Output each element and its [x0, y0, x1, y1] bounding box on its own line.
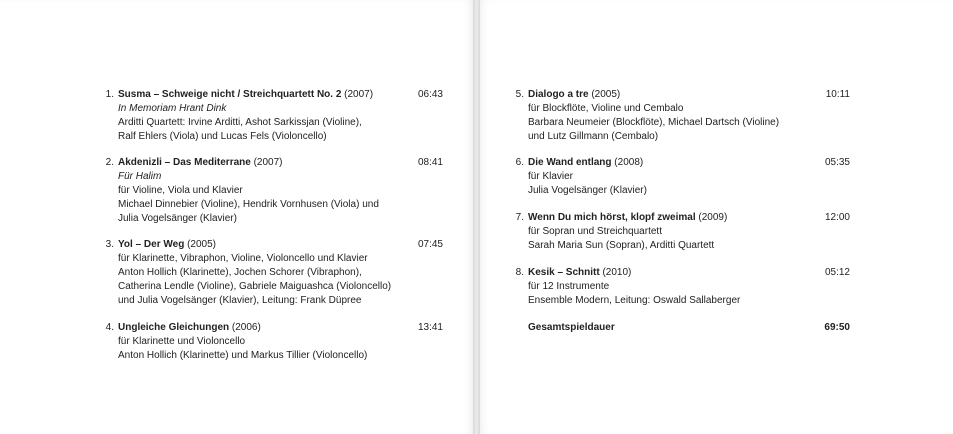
track-title: Akdenizli – Das Mediterrane	[118, 157, 251, 168]
track-title-line	[118, 238, 418, 252]
track-year: (2010)	[599, 267, 632, 278]
track-title-line	[528, 88, 828, 102]
track-body	[528, 156, 828, 198]
track-title-line	[118, 88, 418, 102]
track-duration: 06:43	[417, 89, 443, 100]
track-number: 3.	[105, 239, 114, 250]
track-detail: für Klavier	[528, 171, 574, 182]
track-number: 8.	[515, 267, 524, 278]
track-number: 5.	[515, 89, 524, 100]
track-body	[118, 88, 418, 144]
track-body	[118, 238, 418, 308]
track-duration: 07:45	[417, 239, 443, 250]
track-body	[528, 211, 828, 253]
track-title: Kesik – Schnitt	[528, 267, 600, 278]
track-year: (2005)	[588, 89, 621, 100]
track-detail: für Sopran und Streichquartett	[528, 226, 662, 237]
right-page	[480, 0, 953, 434]
track-year: (2008)	[611, 157, 644, 168]
track-number: 7.	[515, 212, 524, 223]
track-detail: Catherina Lendle (Violine), Gabriele Maiguashca (Violoncello)	[118, 281, 392, 292]
track-title-line	[528, 211, 828, 225]
track-number: 4.	[105, 322, 114, 333]
track-year: (2005)	[184, 239, 217, 250]
track-title: Yol – Der Weg	[118, 239, 185, 250]
track-title: Dialogo a tre	[528, 89, 589, 100]
total-label: Gesamtspieldauer	[528, 322, 615, 333]
track-number: 6.	[515, 157, 524, 168]
track-number: 1.	[105, 89, 114, 100]
track-body	[528, 88, 828, 144]
track-title-line	[528, 156, 828, 170]
track-title: Susma – Schweige nicht / Streichquartett No. 2	[118, 89, 342, 100]
track-dedication: In Memoriam Hrant Dink	[118, 103, 227, 114]
track-detail: Barbara Neumeier (Blockflöte), Michael Dartsch (Violine)	[528, 117, 780, 128]
track-title: Wenn Du mich hörst, klopf zweimal	[528, 212, 696, 223]
track-detail: Julia Vogelsänger (Klavier)	[118, 213, 237, 224]
track-duration: 08:41	[417, 157, 443, 168]
track-detail: Sarah Maria Sun (Sopran), Arditti Quartett	[528, 240, 715, 251]
track-title: Die Wand entlang	[528, 157, 612, 168]
track-detail: für Klarinette, Vibraphon, Violine, Violoncello und Klavier	[118, 253, 368, 264]
track-duration: 05:35	[824, 157, 850, 168]
track-body	[118, 156, 418, 226]
track-detail: und Julia Vogelsänger (Klavier), Leitung: Frank Düpree	[118, 295, 362, 306]
track-title: Ungleiche Gleichungen	[118, 322, 230, 333]
track-title-line	[528, 266, 828, 280]
track-duration: 05:12	[824, 267, 850, 278]
track-detail: für Klarinette und Violoncello	[118, 336, 246, 347]
track-detail: Michael Dinnebier (Violine), Hendrik Vornhusen (Viola) und	[118, 199, 379, 210]
track-detail: und Lutz Gillmann (Cembalo)	[528, 131, 659, 142]
track-year: (2007)	[341, 89, 374, 100]
track-detail: Julia Vogelsänger (Klavier)	[528, 185, 647, 196]
track-detail: Ensemble Modern, Leitung: Oswald Sallaberger	[528, 295, 741, 306]
left-page	[0, 0, 473, 434]
book-gutter	[473, 0, 480, 434]
track-detail: für Blockflöte, Violine und Cembalo	[528, 103, 684, 114]
track-year: (2009)	[695, 212, 728, 223]
track-detail: Anton Hollich (Klarinette), Jochen Schorer (Vibraphon),	[118, 267, 362, 278]
track-year: (2007)	[250, 157, 283, 168]
track-detail: Arditti Quartett: Irvine Arditti, Ashot Sarkissjan (Violine),	[118, 117, 362, 128]
track-year: (2006)	[229, 322, 261, 333]
track-duration: 13:41	[417, 322, 443, 333]
track-detail: für Violine, Viola und Klavier	[118, 185, 243, 196]
track-number: 2.	[105, 157, 114, 168]
track-detail: für 12 Instrumente	[528, 281, 610, 292]
track-duration: 12:00	[824, 212, 850, 223]
track-body	[118, 321, 418, 363]
track-body	[528, 266, 828, 308]
track-title-line	[118, 156, 418, 170]
track-detail: Anton Hollich (Klarinette) und Markus Tillier (Violoncello)	[118, 350, 368, 361]
track-dedication: Für Halim	[118, 171, 162, 182]
track-detail: Ralf Ehlers (Viola) und Lucas Fels (Violoncello)	[118, 131, 327, 142]
track-title-line	[118, 321, 418, 335]
total-duration: 69:50	[824, 322, 850, 333]
track-duration: 10:11	[825, 89, 850, 100]
